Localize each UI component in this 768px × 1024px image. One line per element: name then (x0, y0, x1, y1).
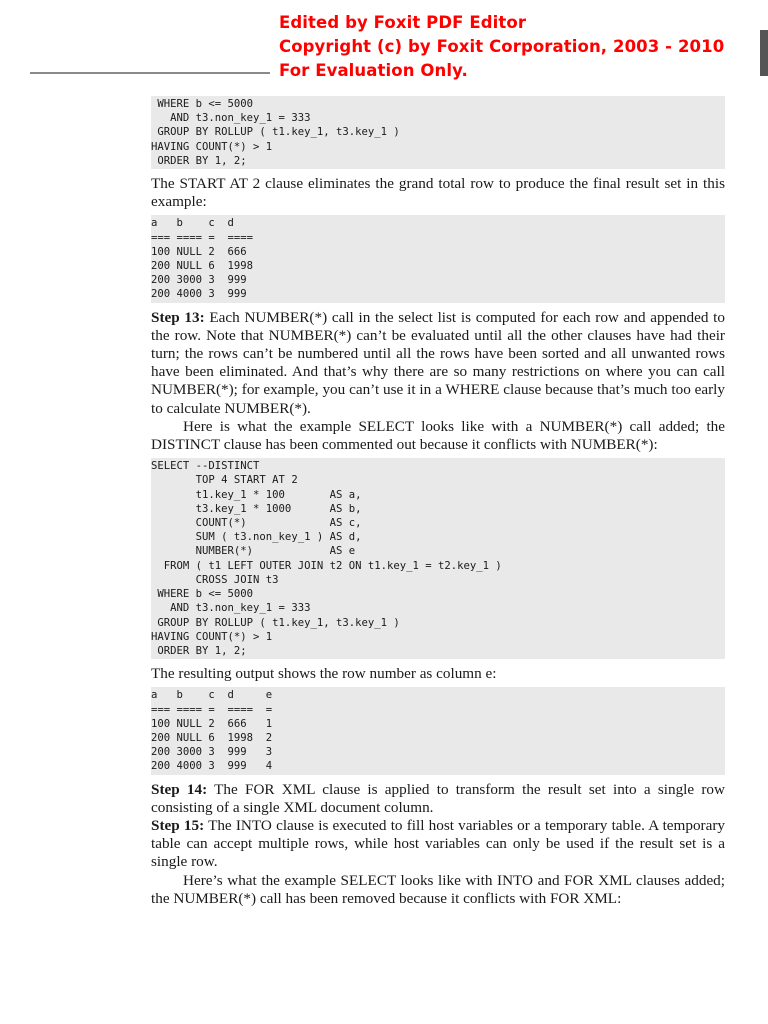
code-block-rollup-tail: WHERE b <= 5000 AND t3.non_key_1 = 333 GROUP BY ROLLUP ( t1.key_1, t3.key_1 ) HAVING COUNT(*) > 1 ORDER BY 1, 2; (151, 96, 725, 169)
result-table-1: a b c d === ==== = ==== 100 NULL 2 666 200 NULL 6 1998 200 3000 3 999 200 4000 3 999 (151, 215, 725, 302)
header-rule (30, 72, 270, 74)
watermark-line-2: Copyright (c) by Foxit Corporation, 2003 - 2010 (279, 37, 725, 56)
watermark-line-1: Edited by Foxit PDF Editor (279, 13, 527, 32)
step-13-text: Each NUMBER(*) call in the select list is computed for each row and appended to the row. Note that NUMBER(*) can’t be evaluated until all the other clauses have had their turn; the rows can’t be numbered until all the rows have been sorted and all unwanted rows have been eliminated. And that’s why there are so many restrictions on where you can call NUMBER(*); for example, you can’t use it in a WHERE clause because that’s much too early to calculate NUMBER(*). (151, 308, 725, 417)
page-body (151, 96, 725, 908)
paragraph-step-13 (151, 309, 725, 418)
paragraph-step-15 (151, 817, 725, 872)
step-13-label: Step 13: (151, 308, 205, 326)
paragraph-step-14 (151, 781, 725, 817)
page-edge-tab (760, 30, 768, 76)
result-table-2: a b c d e === ==== = ==== = 100 NULL 2 666 1 200 NULL 6 1998 2 200 3000 3 999 3 200 4000 3 999 4 (151, 687, 725, 774)
watermark-line-3: For Evaluation Only. (279, 61, 468, 80)
paragraph-number-example: Here is what the example SELECT looks like with a NUMBER(*) call added; the DISTINCT clause has been commented out because it conflicts with NUMBER(*): (151, 417, 725, 454)
foxit-watermark (279, 11, 724, 83)
code-block-number-select: SELECT --DISTINCT TOP 4 START AT 2 t1.key_1 * 100 AS a, t3.key_1 * 1000 AS b, COUNT(*) AS c, SUM ( t3.non_key_1 ) AS d, NUMBER(*) AS e FROM ( t1 LEFT OUTER JOIN t2 ON t1.key_1 = t2.key_1 ) CROSS JOIN t3 WHERE b <= 5000 AND t3.non_key_1 = 333 GROUP BY ROLLUP ( t1.key_1, t3.key_1 ) HAVING COUNT(*) > 1 ORDER BY 1, 2; (151, 458, 725, 659)
paragraph-into-for-xml: Here’s what the example SELECT looks like with INTO and FOR XML clauses added; the NUMBER(*) call has been removed because it conflicts with FOR XML: (151, 871, 725, 907)
step-14-label: Step 14: (151, 780, 208, 798)
step-14-text: The FOR XML clause is applied to transform the result set into a single row consisting of a single XML document column. (151, 780, 725, 816)
step-15-text: The INTO clause is executed to fill host variables or a temporary table. A temporary table can accept multiple rows, while host variables can only be used if the result set is a single row. (151, 816, 725, 871)
paragraph-resulting-output: The resulting output shows the row number as column e: (151, 665, 497, 683)
paragraph-start-at: The START AT 2 clause eliminates the grand total row to produce the final result set in this example: (151, 175, 725, 211)
step-15-label: Step 15: (151, 816, 205, 834)
